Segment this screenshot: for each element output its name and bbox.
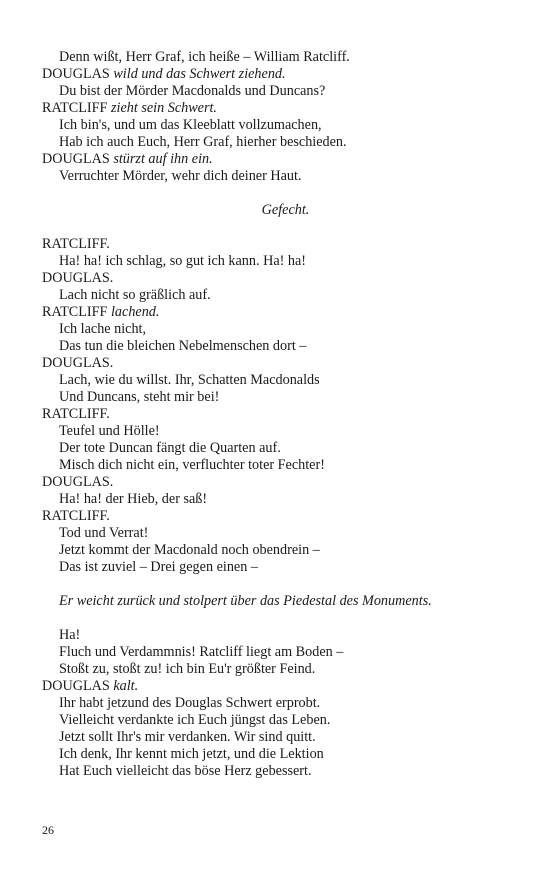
verse-line: Ihr habt jetzund des Douglas Schwert erprobt.	[59, 695, 321, 711]
speaker-direction: wild und das Schwert ziehend.	[113, 66, 286, 82]
verse-line: Vielleicht verdankte ich Euch jüngst das Leben.	[59, 712, 331, 728]
verse-line: Tod und Verrat!	[59, 525, 149, 541]
speaker-line	[42, 355, 512, 372]
speaker-line	[42, 678, 512, 695]
speaker-name: DOUGLAS	[42, 66, 110, 82]
speaker-name: RATCLIFF.	[42, 508, 110, 524]
speaker-line	[42, 151, 512, 168]
verse-line: Ich bin's, und um das Kleeblatt vollzumachen,	[59, 117, 322, 133]
speaker-line	[42, 406, 512, 423]
speaker-name: RATCLIFF	[42, 304, 108, 320]
verse-line: Denn wißt, Herr Graf, ich heiße – William Ratcliff.	[59, 49, 350, 65]
verse-line: Jetzt sollt Ihr's mir verdanken. Wir sind quitt.	[59, 729, 316, 745]
speaker-name: RATCLIFF.	[42, 406, 110, 422]
speaker-line	[42, 474, 512, 491]
verse-line: Ha! ha! ich schlag, so gut ich kann. Ha! ha!	[59, 253, 307, 269]
speaker-line	[42, 66, 512, 83]
blank-line	[42, 576, 512, 593]
verse-line: Stoßt zu, stoßt zu! ich bin Eu'r größter Feind.	[59, 661, 316, 677]
verse-line: Ha!	[59, 627, 81, 643]
speaker-name: RATCLIFF.	[42, 236, 110, 252]
speaker-name: DOUGLAS	[42, 678, 110, 694]
verse-line: Das ist zuviel – Drei gegen einen –	[59, 559, 258, 575]
verse-line: Hab ich auch Euch, Herr Graf, hierher beschieden.	[59, 134, 347, 150]
speaker-line	[42, 236, 512, 253]
verse-line: Ha! ha! der Hieb, der saß!	[59, 491, 208, 507]
speaker-name: DOUGLAS	[42, 151, 110, 167]
verse-line: Das tun die bleichen Nebelmenschen dort –	[59, 338, 307, 354]
verse-line: Hat Euch vielleicht das böse Herz gebessert.	[59, 763, 312, 779]
verse-line: Jetzt kommt der Macdonald noch obendrein –	[59, 542, 320, 558]
verse-line: Lach nicht so gräßlich auf.	[59, 287, 211, 303]
blank-line	[42, 219, 512, 236]
verse-line: Fluch und Verdammnis! Ratcliff liegt am Boden –	[59, 644, 344, 660]
speaker-line	[42, 270, 512, 287]
speaker-name: RATCLIFF	[42, 100, 108, 116]
verse-line: Der tote Duncan fängt die Quarten auf.	[59, 440, 281, 456]
speaker-name: DOUGLAS.	[42, 355, 114, 371]
speaker-name: DOUGLAS.	[42, 270, 114, 286]
verse-line: Misch dich nicht ein, verfluchter toter Fechter!	[59, 457, 325, 473]
stage-direction: Er weicht zurück und stolpert über das Piedestal des Monuments.	[59, 593, 432, 609]
blank-line	[42, 185, 512, 202]
verse-line: Teufel und Hölle!	[59, 423, 160, 439]
speaker-direction: kalt.	[113, 678, 139, 694]
stage-heading: Gefecht.	[261, 202, 310, 218]
blank-line	[42, 610, 512, 627]
verse-line: Und Duncans, steht mir bei!	[59, 389, 220, 405]
verse-line: Ich denk, Ihr kennt mich jetzt, und die Lektion	[59, 746, 324, 762]
speaker-direction: zieht sein Schwert.	[110, 100, 217, 116]
speaker-direction: lachend.	[110, 304, 160, 320]
play-text	[42, 49, 512, 780]
speaker-name: DOUGLAS.	[42, 474, 114, 490]
verse-line: Verruchter Mörder, wehr dich deiner Haut.	[59, 168, 302, 184]
verse-line: Du bist der Mörder Macdonalds und Duncans?	[59, 83, 326, 99]
speaker-line	[42, 508, 512, 525]
speaker-line	[42, 100, 512, 117]
speaker-line	[42, 304, 512, 321]
page-number: 26	[42, 823, 54, 837]
speaker-direction: stürzt auf ihn ein.	[113, 151, 213, 167]
verse-line: Lach, wie du willst. Ihr, Schatten Macdonalds	[59, 372, 320, 388]
verse-line: Ich lache nicht,	[59, 321, 147, 337]
